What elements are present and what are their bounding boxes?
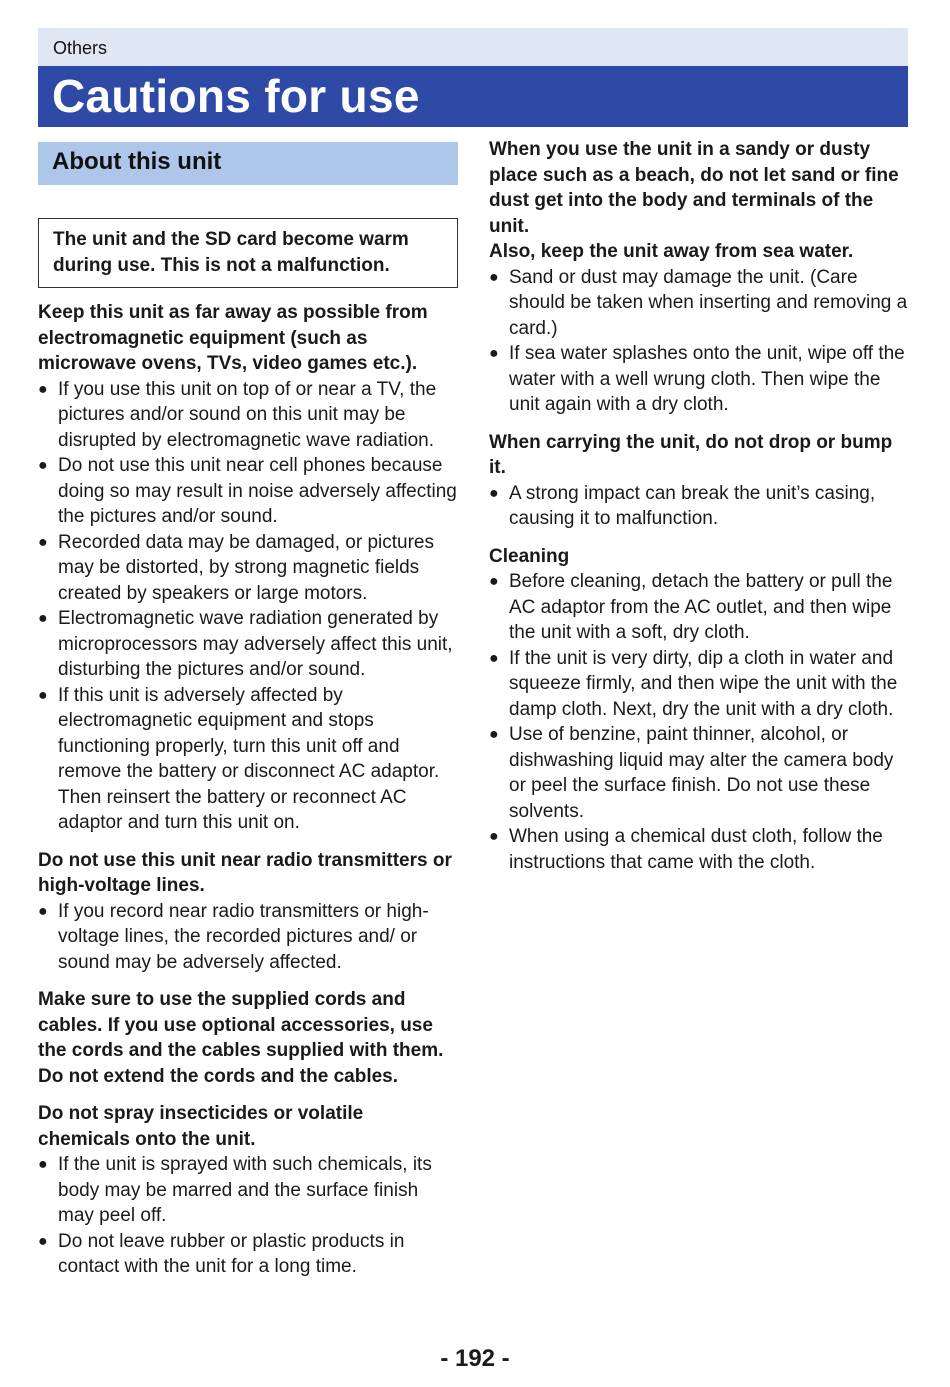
bullet-icon: ● (38, 610, 48, 627)
list-item (38, 1152, 458, 1229)
left-blocks (38, 300, 458, 1280)
right-column (489, 137, 909, 887)
caution-block (489, 544, 909, 876)
bullet-icon: ● (489, 726, 499, 743)
list-item-text: Recorded data may be damaged, or pictures may be distorted, by strong magnetic fields created by speakers or large motors. (58, 531, 434, 604)
bullet-list (489, 265, 909, 418)
bullet-icon: ● (38, 380, 48, 398)
bullet-icon: ● (38, 686, 48, 704)
breadcrumb[interactable]: Others (53, 38, 108, 58)
list-item (489, 722, 909, 824)
right-blocks (489, 137, 909, 875)
page-title: Cautions for use (52, 70, 420, 122)
list-item-text: A strong impact can break the unit’s casing, causing it to malfunction. (509, 482, 876, 529)
list-item (38, 530, 458, 607)
bullet-list (489, 569, 909, 875)
list-item-text: If the unit is sprayed with such chemicals, its body may be marred and the surface finish may peel off. (58, 1154, 432, 1226)
bullet-icon: ● (38, 1156, 48, 1173)
list-item (489, 824, 909, 875)
list-item-text: Electromagnetic wave radiation generated by microprocessors may adversely affect this unit, disturbing the pictures and/or sound. (58, 608, 453, 680)
list-item-text: If this unit is adversely affected by electromagnetic equipment and stops functioning properly, turn this unit off and remove the battery or disconnect AC adaptor. Then reinsert the battery or reconnect AC adaptor and turn this unit on. (58, 684, 440, 833)
list-item (38, 453, 458, 530)
list-item-text: Use of benzine, paint thinner, alcohol, or dishwashing liquid may alter the camera body or peel the surface finish. Do not use these solvents. (509, 724, 894, 822)
section-heading (38, 142, 458, 185)
list-item-text: If you use this unit on top of or near a TV, the pictures and/or sound on this unit may be disrupted by electromagnetic wave radiation. (58, 378, 437, 451)
bullet-icon: ● (489, 649, 499, 667)
bullet-icon: ● (489, 484, 499, 502)
caution-heading: Do not spray insecticides or volatile chemicals onto the unit. (38, 1103, 364, 1150)
list-item (38, 377, 458, 454)
bullet-list (38, 377, 458, 836)
list-item (489, 481, 909, 532)
list-item (489, 341, 909, 418)
bullet-list (38, 899, 458, 976)
caution-block (489, 137, 909, 418)
caution-heading: Do not use this unit near radio transmitters or high-voltage lines. (38, 849, 452, 896)
list-item-text: If the unit is very dirty, dip a cloth in water and squeeze firmly, and then wipe the unit with the damp cloth. Next, dry the unit with a dry cloth. (509, 647, 898, 720)
caution-block (38, 300, 458, 836)
list-item (489, 569, 909, 646)
title-bar (38, 66, 908, 127)
breadcrumb-bar (38, 28, 908, 66)
bullet-icon: ● (38, 1232, 48, 1250)
bullet-list (489, 481, 909, 532)
caution-heading: When you use the unit in a sandy or dusty place such as a beach, do not let sand or fine dust get into the body and terminals of the unit. (489, 139, 899, 237)
caution-heading: Keep this unit as far away as possible from electromagnetic equipment (such as microwave ovens, TVs, video games etc.). (38, 302, 428, 374)
caution-block (38, 848, 458, 976)
caution-heading: Make sure to use the supplied cords and cables. If you use optional accessories, use the cords and the cables supplied with them. (38, 989, 444, 1061)
list-item (38, 899, 458, 976)
bullet-icon: ● (489, 573, 499, 590)
list-item-text: Do not leave rubber or plastic products in contact with the unit for a long time. (58, 1230, 405, 1277)
list-item (489, 646, 909, 723)
list-item (38, 606, 458, 683)
list-item-text: When using a chemical dust cloth, follow the instructions that came with the cloth. (509, 826, 883, 873)
list-item-text: Do not use this unit near cell phones because doing so may result in noise adversely affecting the pictures and/or sound. (58, 455, 457, 527)
page-number: - 192 - (440, 1345, 510, 1372)
caution-heading: Do not extend the cords and the cables. (38, 1065, 399, 1087)
list-item (489, 265, 909, 342)
list-item-text: If sea water splashes onto the unit, wipe off the water with a well wrung cloth. Then wipe the unit again with a dry cloth. (509, 343, 905, 415)
left-column (38, 142, 458, 1292)
bullet-icon: ● (38, 457, 48, 474)
caution-heading: When carrying the unit, do not drop or bump it. (489, 431, 893, 478)
caution-block (489, 430, 909, 532)
caution-block (38, 1101, 458, 1280)
bullet-icon: ● (489, 268, 499, 286)
bullet-list (38, 1152, 458, 1280)
list-item (38, 1229, 458, 1280)
caution-heading: Also, keep the unit away from sea water. (489, 241, 854, 262)
list-item-text: If you record near radio transmitters or high-voltage lines, the recorded pictures and/ or sound may be adversely affected. (58, 900, 429, 973)
list-item-text: Sand or dust may damage the unit. (Care should be taken when inserting and removing a card.) (509, 266, 908, 339)
bullet-icon: ● (489, 345, 499, 362)
section-heading-label: About this unit (52, 148, 222, 175)
bullet-icon: ● (38, 533, 48, 551)
list-item (38, 683, 458, 836)
note-box: The unit and the SD card become warm during use. This is not a malfunction. (38, 218, 458, 288)
caution-heading: Cleaning (489, 545, 570, 567)
bullet-icon: ● (489, 828, 499, 845)
bullet-icon: ● (38, 902, 48, 920)
caution-block (38, 987, 458, 1089)
list-item-text: Before cleaning, detach the battery or pull the AC adaptor from the AC outlet, and then wipe the unit with a soft, dry cloth. (509, 571, 893, 643)
